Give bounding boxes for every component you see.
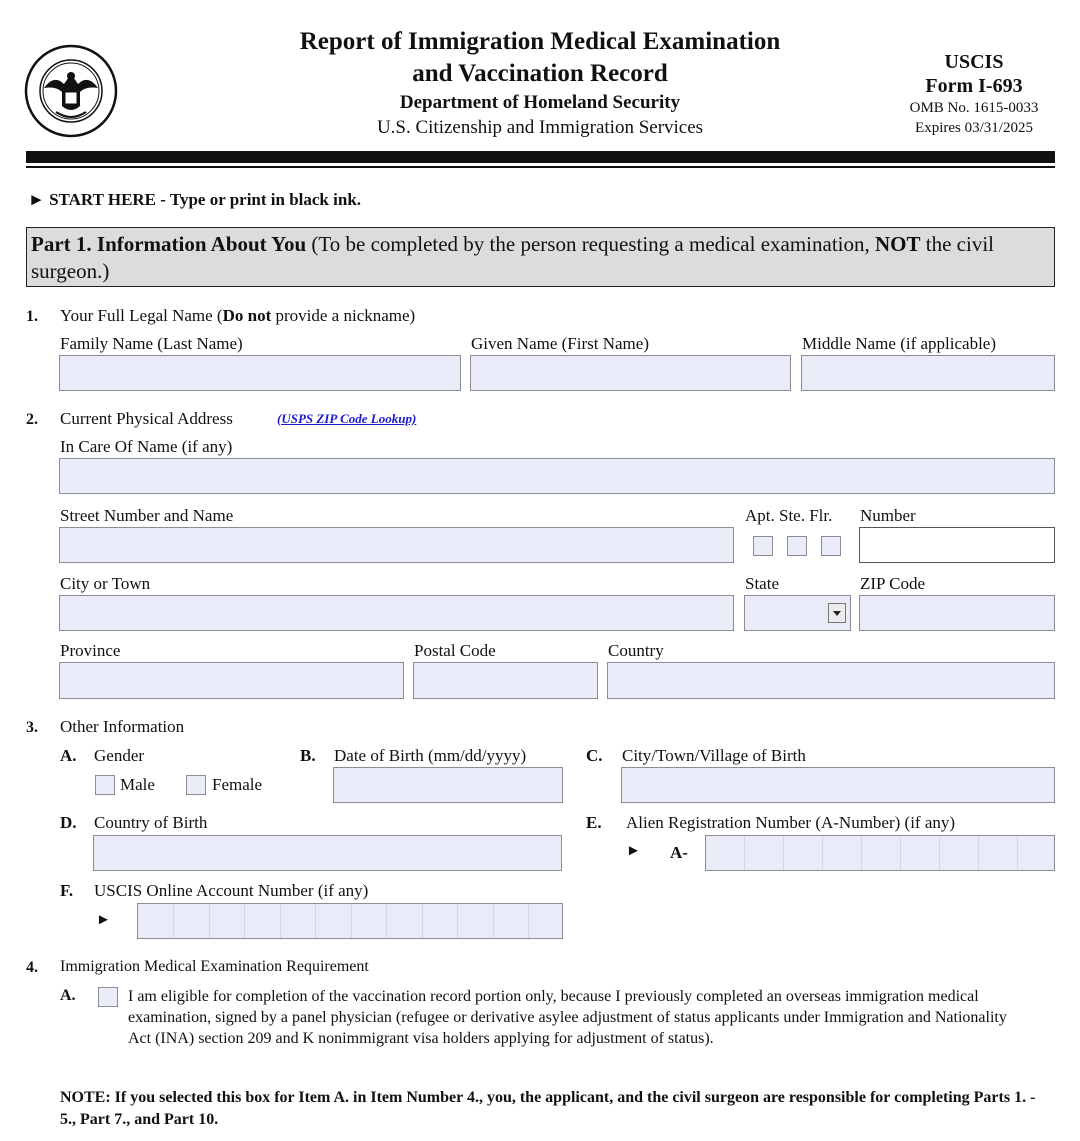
apt-ste-flr-label: Apt. Ste. Flr. [745, 506, 833, 525]
female-checkbox[interactable] [186, 775, 206, 795]
item3e-letter: E. [586, 813, 602, 832]
apt-checkbox[interactable] [753, 536, 773, 556]
part1-title: Part 1. Information About You [31, 232, 307, 256]
birth-city-label: City/Town/Village of Birth [622, 746, 806, 765]
usps-zip-lookup-link[interactable]: (USPS ZIP Code Lookup) [277, 411, 417, 426]
gender-label: Gender [94, 746, 145, 765]
seal-icon [24, 44, 118, 138]
postal-code-input[interactable] [413, 662, 598, 699]
item3d-letter: D. [60, 813, 77, 832]
in-care-of-label: In Care Of Name (if any) [60, 437, 233, 456]
zip-input[interactable] [859, 595, 1055, 631]
postal-code-label: Postal Code [414, 641, 496, 660]
birth-country-input[interactable] [93, 835, 562, 871]
dob-input[interactable] [333, 767, 563, 803]
item4-label: Immigration Medical Examination Requirement [60, 958, 369, 975]
birth-country-label: Country of Birth [94, 813, 208, 832]
item3-label: Other Information [60, 717, 185, 736]
agency-name: U.S. Citizenship and Immigration Services [376, 117, 704, 138]
unit-number-label: Number [860, 506, 916, 525]
dhs-seal [24, 44, 118, 138]
item3-number: 3. [26, 719, 38, 736]
ste-checkbox[interactable] [787, 536, 807, 556]
part1-desc-a: (To be completed by the person requesting a medical examination, [306, 232, 876, 256]
uscis-account-input[interactable] [137, 903, 563, 939]
item4a-text: I am eligible for completion of the vaccination record portion only, because I previously completed an overseas immigration medical examination, signed by a panel physician (refugee or derivative asylee adjustment of status applicants under Immigration and Nationality Act (INA) section 209 and K nonimmigrant visa holders applying for adjustment of status). [128, 988, 1007, 1047]
male-label: Male [120, 775, 155, 794]
item4-note: NOTE: If you selected this box for Item A. in Item Number 4., you, the applicant, and the civil surgeon are responsible for completing Parts 1. - 5., Part 7., and Part 10. [60, 1089, 1036, 1128]
vaccination-only-checkbox[interactable] [98, 987, 118, 1007]
unit-number-input[interactable] [859, 527, 1055, 563]
arrow-right-icon: ► [96, 912, 111, 928]
province-label: Province [60, 641, 121, 660]
item3c-letter: C. [586, 746, 603, 765]
omb-number: OMB No. 1615-0033 [909, 100, 1039, 116]
female-label: Female [212, 775, 263, 794]
given-name-input[interactable] [470, 355, 791, 391]
state-label: State [745, 574, 779, 593]
state-select[interactable] [744, 595, 851, 631]
given-name-label: Given Name (First Name) [471, 334, 649, 353]
title-line-1: Report of Immigration Medical Examination [299, 28, 781, 55]
item2-number: 2. [26, 411, 38, 428]
department-name: Department of Homeland Security [399, 92, 681, 113]
start-here [28, 190, 361, 210]
middle-name-label: Middle Name (if applicable) [802, 334, 997, 353]
form-number: Form I-693 [925, 75, 1023, 97]
form-id-block [880, 50, 1068, 138]
start-here-text: START HERE - Type or print in black ink. [49, 190, 362, 209]
item3b-letter: B. [300, 746, 316, 765]
form-title [240, 26, 840, 90]
header-rule-thick [26, 151, 1055, 163]
uscis-account-label: USCIS Online Account Number (if any) [94, 881, 369, 900]
expiration-date: Expires 03/31/2025 [915, 120, 1033, 136]
zip-label: ZIP Code [860, 574, 926, 593]
header-rule-thin [26, 166, 1055, 168]
male-checkbox[interactable] [95, 775, 115, 795]
item4-number: 4. [26, 959, 38, 976]
agency-short: USCIS [944, 51, 1004, 73]
city-input[interactable] [59, 595, 734, 631]
item1-label: Your Full Legal Name (Do not provide a nickname) [60, 306, 416, 325]
chevron-down-icon[interactable] [828, 603, 846, 623]
part1-desc-b: the civil surgeon.) [31, 232, 995, 283]
item1-number: 1. [26, 308, 38, 325]
item3f-letter: F. [60, 881, 74, 900]
country-label: Country [608, 641, 664, 660]
city-label: City or Town [60, 574, 151, 593]
dob-label: Date of Birth (mm/dd/yyyy) [334, 746, 527, 765]
item4a-letter: A. [60, 987, 76, 1004]
a-number-label: Alien Registration Number (A-Number) (if any) [626, 813, 956, 832]
title-line-2: and Vaccination Record [412, 60, 668, 87]
part1-not: NOT [875, 232, 921, 256]
arrow-right-icon: ► [28, 190, 45, 209]
a-number-input[interactable] [705, 835, 1055, 871]
middle-name-input[interactable] [801, 355, 1055, 391]
birth-city-input[interactable] [621, 767, 1055, 803]
province-input[interactable] [59, 662, 404, 699]
arrow-right-icon: ► [626, 843, 641, 859]
country-input[interactable] [607, 662, 1055, 699]
a-number-prefix: A- [670, 843, 688, 862]
street-label: Street Number and Name [60, 506, 234, 525]
family-name-label: Family Name (Last Name) [60, 334, 243, 353]
street-input[interactable] [59, 527, 734, 563]
in-care-of-input[interactable] [59, 458, 1055, 494]
item2-label: Current Physical Address [60, 409, 233, 428]
part1-header [26, 227, 1055, 287]
item3a-letter: A. [60, 746, 77, 765]
flr-checkbox[interactable] [821, 536, 841, 556]
family-name-input[interactable] [59, 355, 461, 391]
